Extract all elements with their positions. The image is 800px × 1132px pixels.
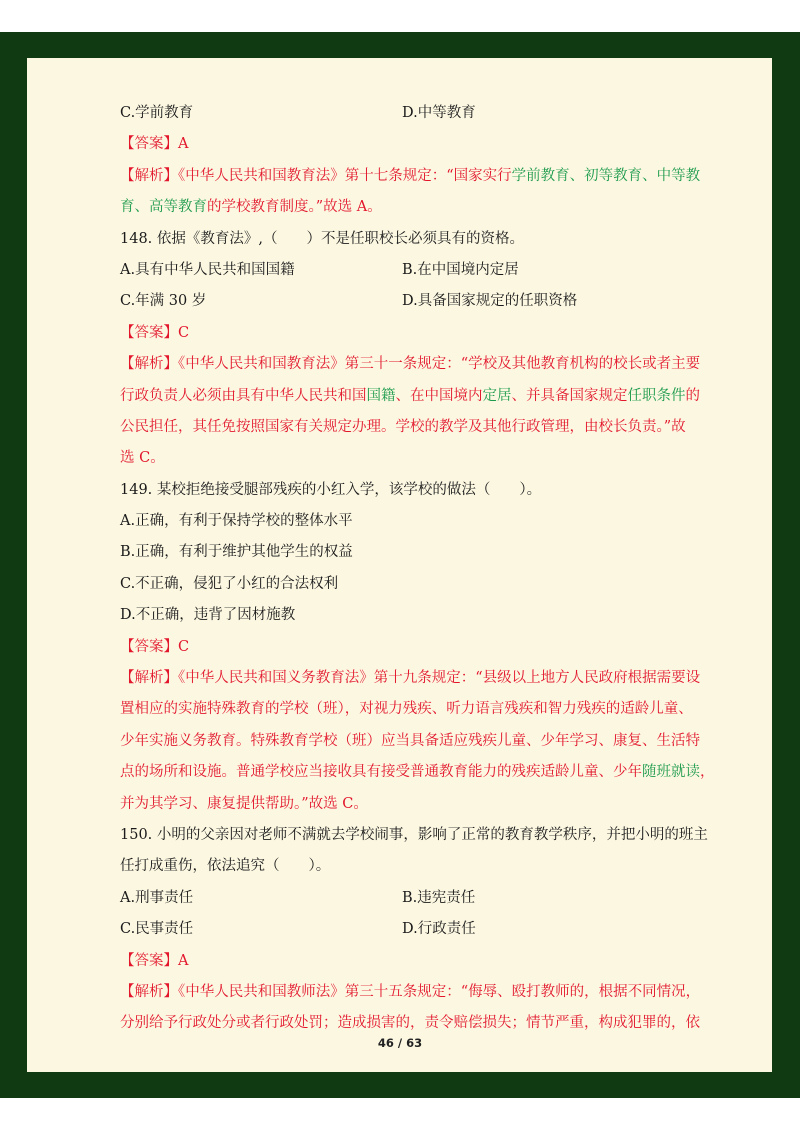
option-b: B.在中国境内定居 <box>402 261 519 278</box>
explanation-148-line-2: 行政负责人必须由具有中华人民共和国国籍、在中国境内定居、并具备国家规定任职条件的 <box>120 387 700 404</box>
options-row <box>120 883 682 914</box>
explanation-149-line-4: 点的场所和设施。普通学校应当接收具有接受普通教育能力的残疾适龄儿童、少年随班就读， <box>120 764 715 781</box>
option-b: B.正确，有利于维护其他学生的权益 <box>120 544 353 561</box>
explanation-149-line-5: 并为其学习、康复提供帮助。”故选 C。 <box>120 795 368 812</box>
explanation-148-line-1: 【解析】《中华人民共和国教育法》第三十一条规定：“学校及其他教育机构的校长或者主要 <box>120 356 701 373</box>
page-number: 46 / 63 <box>377 1036 423 1050</box>
explanation-149-line-3: 少年实施义务教育。特殊教育学校（班）应当具备适应残疾儿童、少年学习、康复、生活特 <box>120 732 700 749</box>
option-d: D.不正确，违背了因材施教 <box>120 607 296 624</box>
explanation-147-line-1: 【解析】《中华人民共和国教育法》第十七条规定：“国家实行学前教育、初等教育、中等教 <box>120 167 701 184</box>
answer-150: 【答案】A <box>120 952 189 969</box>
explanation-150-line-1: 【解析】《中华人民共和国教师法》第三十五条规定：“侮辱、殴打教师的，根据不同情况， <box>120 983 701 1000</box>
explanation-148-line-4: 选 C。 <box>120 450 165 467</box>
answer-148: 【答案】C <box>120 324 190 341</box>
option-b: B.违宪责任 <box>402 889 476 906</box>
options-row <box>120 255 682 286</box>
option-c: C.民事责任 <box>120 921 194 938</box>
option-c: C.学前教育 <box>120 105 194 121</box>
explanation-150-line-2: 分别给予行政处分或者行政处罚；造成损害的，责令赔偿损失；情节严重，构成犯罪的，依 <box>120 1015 700 1032</box>
options-row <box>120 286 682 317</box>
question-150-stem-line-2: 任打成重伤，依法追究（ ）。 <box>120 858 331 875</box>
options-row <box>120 98 682 129</box>
explanation-148-line-3: 公民担任，其任免按照国家有关规定办理。学校的教学及其他行政管理，由校长负责。”故 <box>120 418 686 435</box>
option-d: D.行政责任 <box>402 921 476 938</box>
answer-147: 【答案】A <box>120 136 189 153</box>
explanation-147-line-2: 育、高等教育的学校教育制度。”故选 A。 <box>120 199 382 216</box>
question-150-stem-line-1: 150. 小明的父亲因对老师不满就去学校闹事，影响了正常的教育教学秩序，并把小明的班主 <box>120 826 708 843</box>
option-a: A.具有中华人民共和国国籍 <box>120 261 295 278</box>
option-a: A.正确，有利于保持学校的整体水平 <box>120 513 353 530</box>
explanation-149-line-1: 【解析】《中华人民共和国义务教育法》第十九条规定：“县级以上地方人民政府根据需要设 <box>120 670 701 687</box>
document-content <box>120 98 715 1040</box>
option-d: D.具备国家规定的任职资格 <box>402 293 578 310</box>
question-149-stem: 149. 某校拒绝接受腿部残疾的小红入学，该学校的做法（ ）。 <box>120 481 542 498</box>
explanation-149-line-2: 置相应的实施特殊教育的学校（班），对视力残疾、听力语言残疾和智力残疾的适龄儿童、 <box>120 701 693 718</box>
option-c: C.不正确，侵犯了小红的合法权利 <box>120 575 339 592</box>
option-d: D.中等教育 <box>402 105 476 121</box>
option-c: C.年满 30 岁 <box>120 293 207 310</box>
options-row <box>120 914 682 945</box>
option-a: A.刑事责任 <box>120 889 194 906</box>
answer-149: 【答案】C <box>120 638 190 655</box>
question-148-stem: 148. 依据《教育法》,（ ）不是任职校长必须具有的资格。 <box>120 230 525 247</box>
